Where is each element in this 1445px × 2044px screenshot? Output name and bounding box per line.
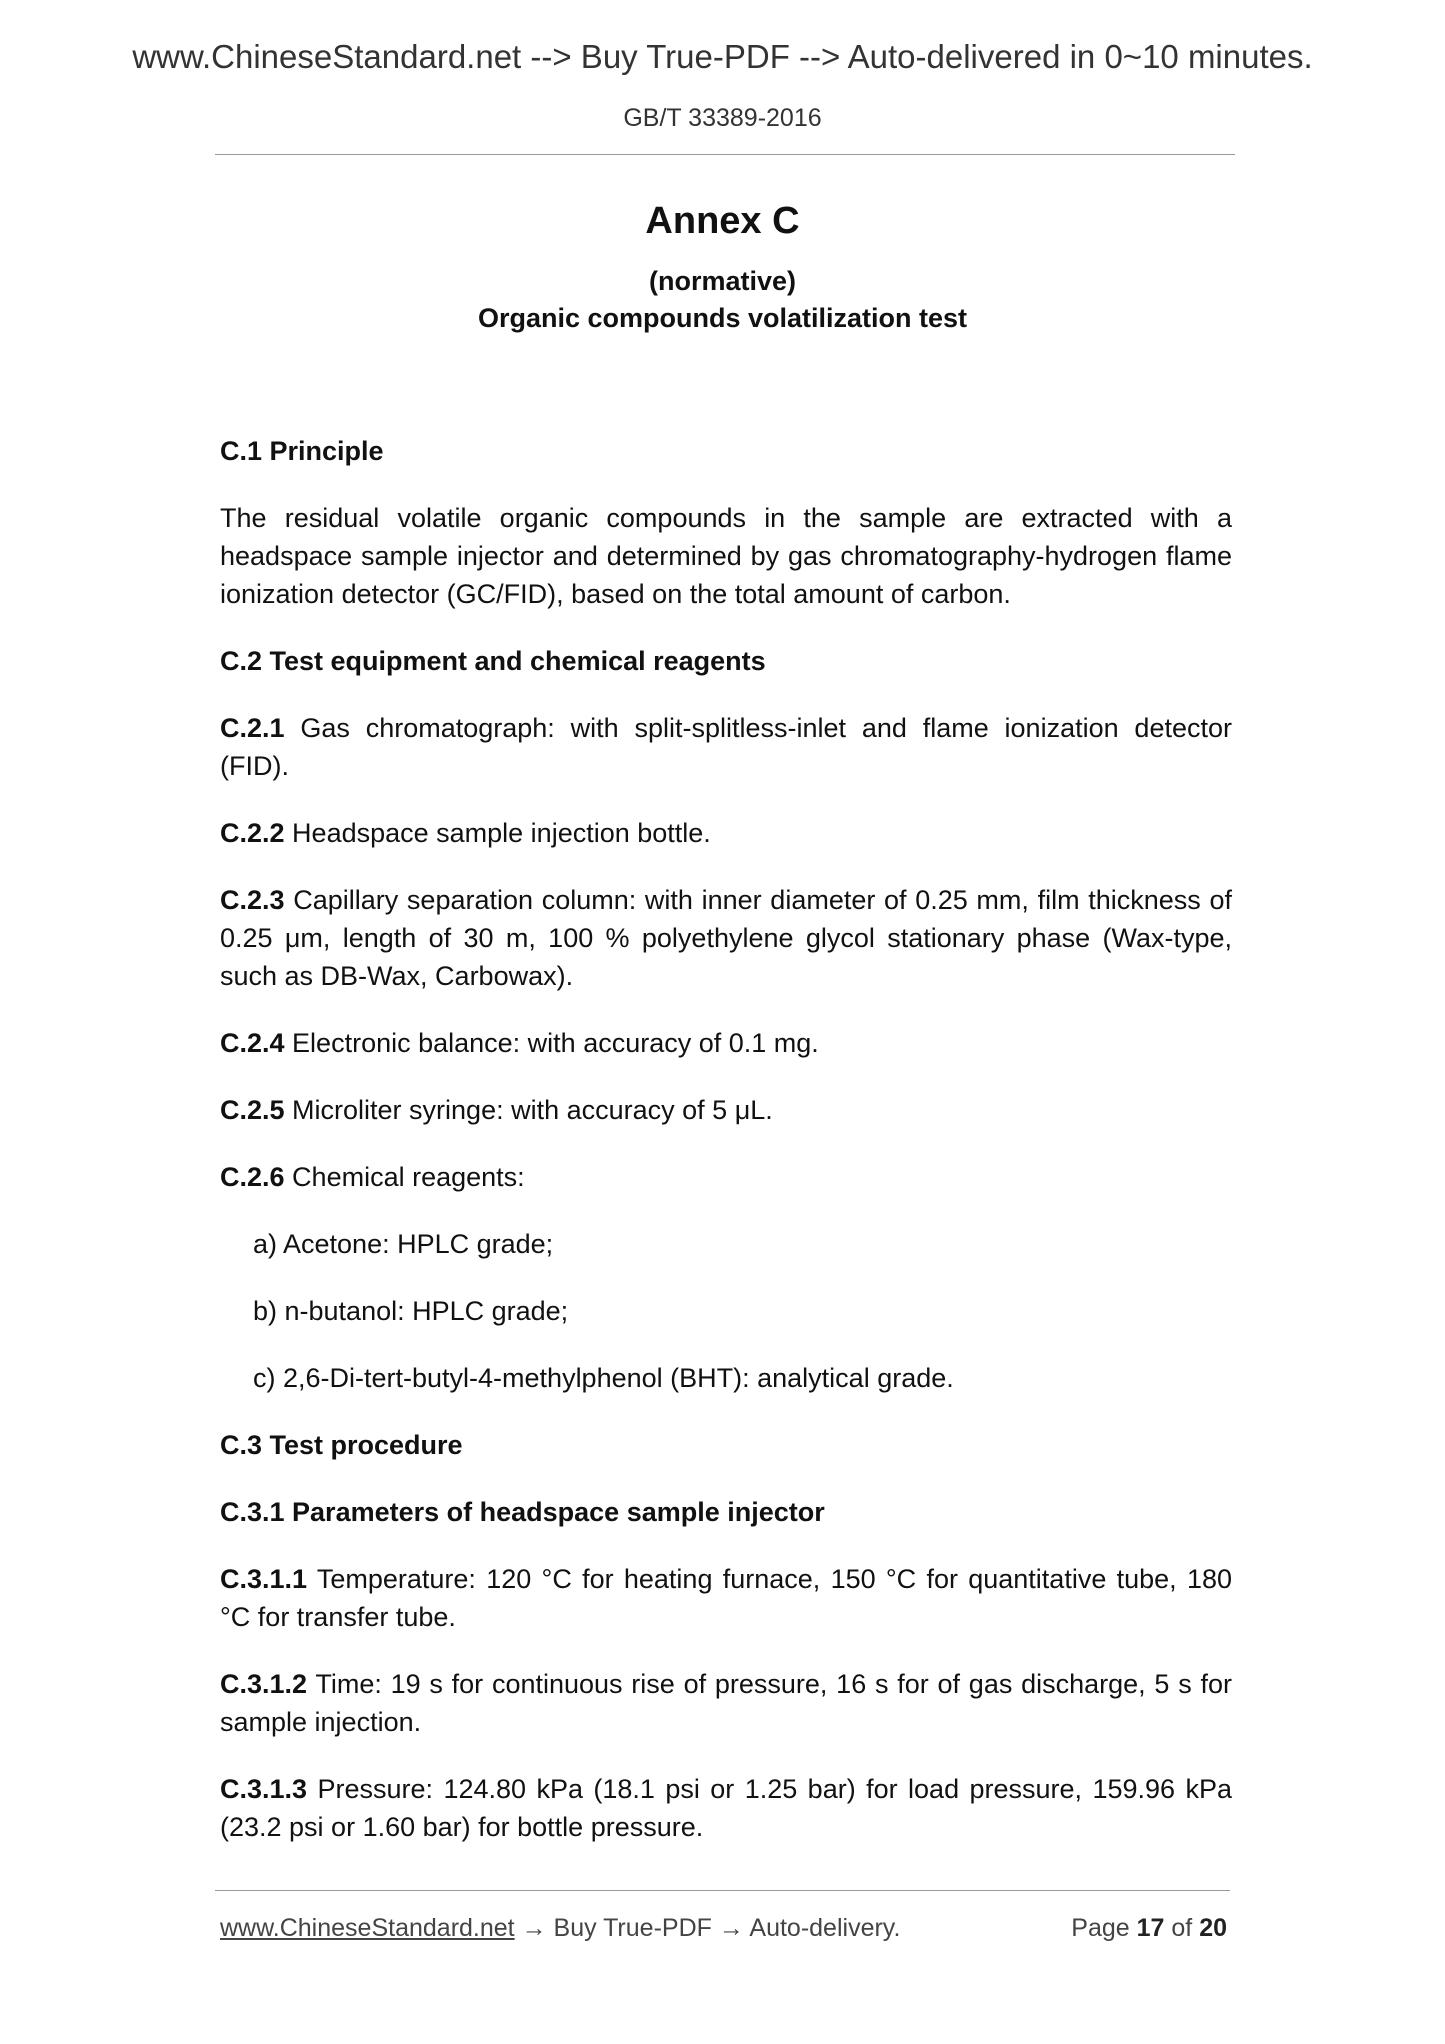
standard-number: GB/T 33389-2016 — [623, 104, 822, 132]
annex-subtitle: Organic compounds volatilization test — [477, 303, 968, 333]
paragraph-c1: The residual volatile organic compounds in the sample are extracted with a headspace sample injector and determined by gas chromatography-hydrogen flame ionization detector (GC/FID), based on the total amount of carbon. — [220, 503, 1232, 609]
clause-c3113 — [220, 1770, 1232, 1846]
section-heading-c2: C.2 Test equipment and chemical reagents — [220, 646, 766, 676]
clause-text: Capillary separation column: with inner diameter of 0.25 mm, film thickness of 0.25 μm, length of 30 m, 100 % polyethylene glycol stationary phase (Wax-type, such as DB-Wax, Carbowax). — [220, 885, 1232, 991]
annex-type: (normative) — [648, 266, 797, 296]
footer-left — [220, 1914, 900, 1943]
clause-number: C.3.1.3 — [220, 1774, 308, 1804]
clause-c3111 — [220, 1560, 1232, 1636]
clause-number: C.2.1 — [220, 713, 285, 743]
clause-c224 — [220, 1024, 1232, 1062]
clause-c223 — [220, 881, 1232, 995]
section-heading-c3: C.3 Test procedure — [220, 1430, 463, 1460]
list-item-c: c) 2,6-Di-tert-butyl-4-methylphenol (BHT): analytical grade. — [253, 1363, 954, 1393]
list-item-a: a) Acetone: HPLC grade; — [253, 1229, 554, 1259]
clause-c225 — [220, 1091, 1232, 1129]
footer-tagline: → Buy True-PDF → Auto-delivery. — [514, 1914, 901, 1942]
clause-text: Time: 19 s for continuous rise of pressure, 16 s for of gas discharge, 5 s for sample injection. — [220, 1669, 1232, 1737]
clause-text: Chemical reagents: — [284, 1162, 525, 1192]
clause-text: Temperature: 120 °C for heating furnace, 150 °C for quantitative tube, 180 °C for transfer tube. — [220, 1564, 1232, 1632]
page-indicator — [1071, 1914, 1227, 1943]
page-total: 20 — [1199, 1914, 1227, 1942]
clause-c222 — [220, 814, 1232, 852]
clause-number: C.2.6 — [220, 1162, 285, 1192]
clause-text: Electronic balance: with accuracy of 0.1 mg. — [284, 1028, 819, 1058]
list-item-b: b) n-butanol: HPLC grade; — [253, 1296, 569, 1326]
clause-number: C.2.5 — [220, 1095, 285, 1125]
page-label: Page — [1071, 1914, 1137, 1942]
clause-c3112 — [220, 1665, 1232, 1741]
clause-text: Pressure: 124.80 kPa (18.1 psi or 1.25 bar) for load pressure, 159.96 kPa (23.2 psi or 1.60 bar) for bottle pressure. — [220, 1774, 1232, 1842]
annex-title: Annex C — [645, 200, 800, 242]
header-banner: www.ChineseStandard.net --> Buy True-PDF --> Auto-delivered in 0~10 minutes. — [132, 38, 1313, 75]
clause-number: C.2.3 — [220, 885, 285, 915]
document-body — [220, 432, 1232, 1875]
clause-number: C.3.1.2 — [220, 1669, 308, 1699]
clause-number: C.3.1.1 — [220, 1564, 308, 1594]
page-number: 17 — [1136, 1914, 1165, 1942]
clause-text: Gas chromatograph: with split-splitless-inlet and flame ionization detector (FID). — [220, 713, 1232, 781]
section-heading-c1: C.1 Principle — [220, 436, 384, 466]
header-divider — [215, 154, 1235, 155]
clause-text: Microliter syringe: with accuracy of 5 μL. — [284, 1095, 773, 1125]
of-label: of — [1164, 1914, 1200, 1942]
section-heading-c31: C.3.1 Parameters of headspace sample injector — [220, 1497, 825, 1527]
clause-number: C.2.4 — [220, 1028, 285, 1058]
clause-text: Headspace sample injection bottle. — [284, 818, 711, 848]
footer-link[interactable]: www.ChineseStandard.net — [220, 1914, 515, 1942]
clause-number: C.2.2 — [220, 818, 285, 848]
clause-c221 — [220, 709, 1232, 785]
footer-divider — [215, 1890, 1230, 1891]
clause-c226 — [220, 1158, 1232, 1196]
